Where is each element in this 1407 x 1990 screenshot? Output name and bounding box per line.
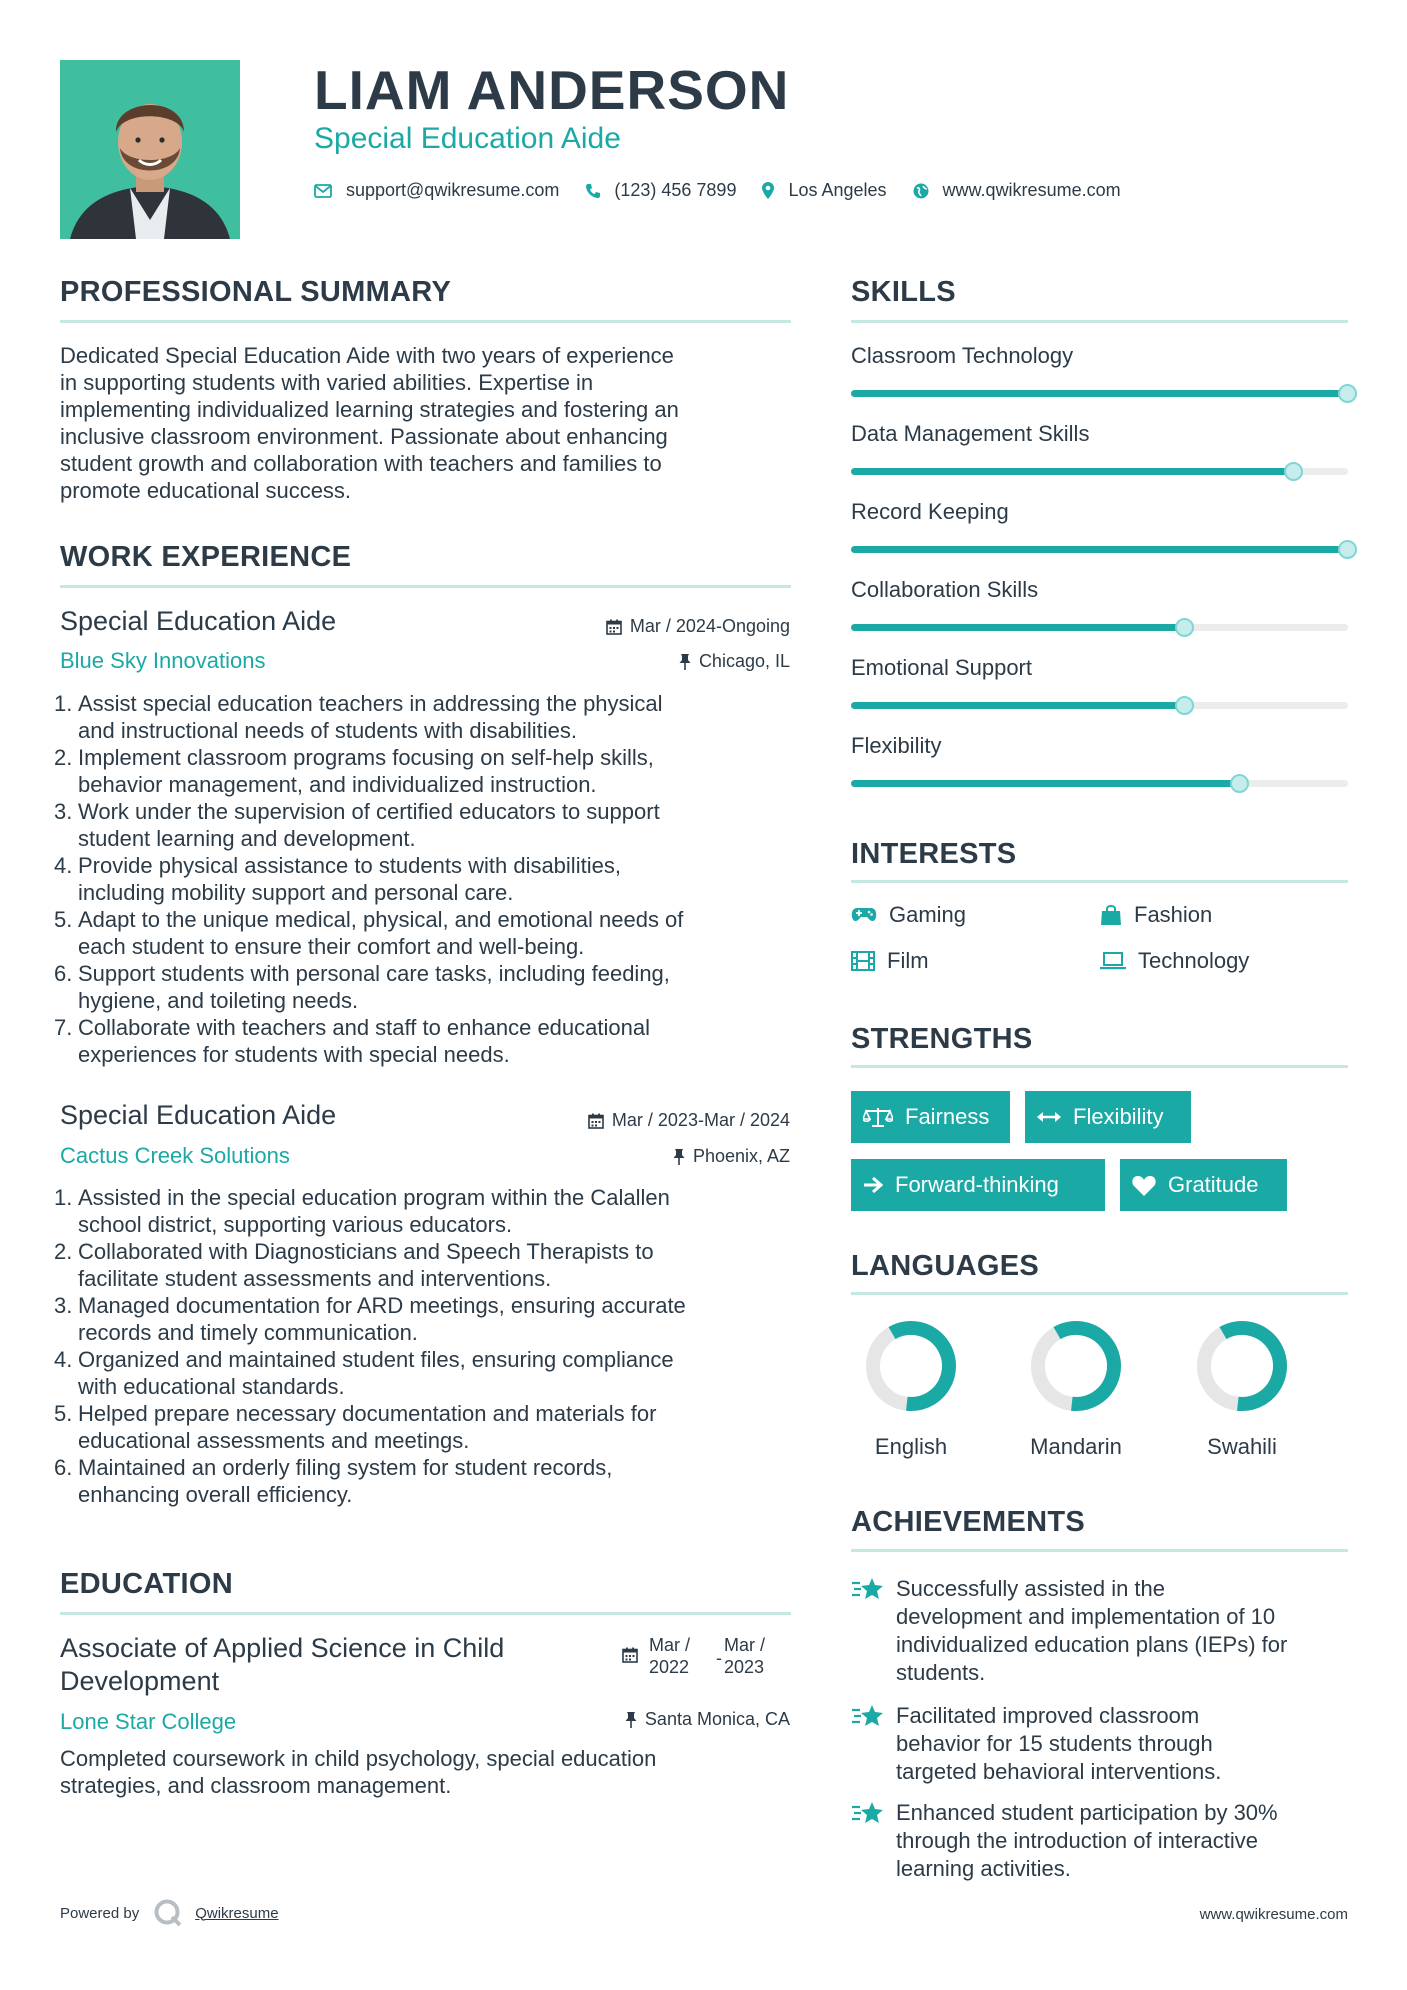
list-item-number: 3. [54,1293,73,1318]
list-item-number: 4. [54,1347,73,1372]
language-label: English [874,1434,948,1459]
interest-item [851,948,929,974]
language-item [1177,1316,1307,1421]
strength-tag [1025,1091,1191,1143]
globe-icon [913,183,929,199]
list-item-line: with educational standards. [78,1374,345,1399]
list-item [54,1238,800,1292]
list-item-line: Assisted in the special education program within the Calallen [78,1185,670,1210]
achievement-line: learning activities. [896,1856,1071,1881]
footer-website[interactable]: www.qwikresume.com [1199,1906,1348,1923]
language-ring [1026,1316,1126,1416]
skills-heading: SKILLS [851,276,956,308]
skill-bar-fill [851,546,1348,553]
balance-scale-icon [863,1106,893,1128]
list-item-number: 7. [54,1015,73,1040]
list-item-line: Assist special education teachers in addressing the physical [78,691,663,716]
list-item-line: experiences for students with special needs. [78,1042,510,1067]
degree-title-line: Development [60,1666,220,1696]
list-item-line: Organized and maintained student files, ensuring compliance [78,1347,674,1372]
languages-heading: LANGUAGES [851,1250,1039,1282]
achievement-text [896,1799,1351,1883]
list-item [54,1184,800,1238]
achievement-line: students. [896,1660,986,1685]
arrow-right-icon [863,1176,883,1194]
list-item-line: each student to ensure their comfort and well-being. [78,934,585,959]
skill-bar-fill [851,390,1348,397]
summary-line: student growth and collaboration with teachers and families to [60,451,662,476]
job-location [679,651,790,672]
achievements-divider [851,1549,1348,1552]
contact-bar [314,180,1147,201]
phone-icon [585,183,600,199]
list-item-number: 2. [54,745,73,770]
list-item-line: Collaborate with teachers and staff to enhance educational [78,1015,650,1040]
qwikresume-link[interactable]: Qwikresume [195,1904,279,1922]
language-label: Mandarin [1030,1434,1122,1459]
skill-bar-knob [1175,618,1194,637]
achievement-line: Enhanced student participation by 30% [896,1800,1278,1825]
education-date-dash: - [716,1648,722,1668]
skills-divider [851,320,1348,323]
education-location-text: Santa Monica, CA [644,1709,790,1729]
list-item [54,1346,800,1400]
interest-label: Technology [1138,948,1250,973]
skill-bar [851,780,1348,787]
list-item-line: Collaborated with Diagnosticians and Speech Therapists to [78,1239,654,1264]
list-item-number: 2. [54,1239,73,1264]
list-item-line: school district, supporting various educators. [78,1212,513,1237]
achievement-line: targeted behavioral interventions. [896,1759,1222,1784]
list-item-line: records and timely communication. [78,1320,418,1345]
pushpin-icon [673,1149,685,1165]
film-icon [851,951,875,971]
job-duties-list [54,690,800,1068]
skill-bar [851,546,1348,553]
powered-by-text: Powered by [60,1904,140,1922]
list-item-line: hygiene, and toileting needs. [78,988,359,1013]
language-item [846,1316,976,1421]
education-end-month: Mar / [724,1635,766,1655]
star-speed-icon [851,1702,885,1730]
education-description-line: strategies, and classroom management. [60,1773,452,1798]
contact-phone-text: (123) 456 7899 [614,180,737,200]
arrows-horizontal-icon [1037,1110,1061,1124]
language-ring [861,1316,961,1416]
skill-name: Flexibility [851,733,942,758]
language-ring [1192,1316,1292,1416]
summary-heading: PROFESSIONAL SUMMARY [60,276,452,308]
job-title: Special Education Aide [60,1100,337,1130]
pushpin-icon [625,1712,637,1728]
contact-email-text: support@qwikresume.com [346,180,560,200]
skill-bar [851,390,1348,397]
list-item-line: Support students with personal care tasks, including feeding, [78,961,670,986]
summary-line: promote educational success. [60,478,352,503]
interest-item [1100,902,1212,928]
achievement-line: development and implementation of 10 [896,1604,1276,1629]
list-item-number: 3. [54,799,73,824]
list-item-line: student learning and development. [78,826,416,851]
education-school: Lone Star College [60,1709,237,1734]
list-item [54,744,800,798]
skill-bar [851,702,1348,709]
list-item [54,1400,800,1454]
list-item-line: enhancing overall efficiency. [78,1482,353,1507]
list-item [54,1454,800,1508]
skill-bar-knob [1284,462,1303,481]
list-item-line: Maintained an orderly filing system for student records, [78,1455,613,1480]
list-item-line: including mobility support and personal care. [78,880,514,905]
achievement-line: Facilitated improved classroom [896,1703,1200,1728]
list-item [54,960,800,1014]
education-description [60,1745,800,1799]
footer-powered-by [60,1898,279,1928]
list-item [54,1014,800,1068]
profile-photo [60,60,240,239]
job-location [673,1146,790,1167]
profile-photo-illustration [60,60,240,239]
summary-line: inclusive classroom environment. Passionate about enhancing [60,424,668,449]
gamepad-icon [851,906,877,924]
contact-website-text: www.qwikresume.com [942,180,1121,200]
list-item-number: 1. [54,1185,73,1210]
degree-title [60,1632,504,1698]
list-item-line: educational assessments and meetings. [78,1428,470,1453]
pushpin-icon [679,654,691,670]
list-item-line: facilitate student assessments and interventions. [78,1266,552,1291]
list-item [54,798,800,852]
language-label: Swahili [1207,1434,1277,1459]
list-item-number: 6. [54,961,73,986]
contact-email[interactable] [314,180,559,201]
job-date [606,616,790,637]
achievement-text [896,1575,1351,1687]
skill-name: Data Management Skills [851,421,1090,446]
education-end-year: 2023 [724,1657,765,1677]
strength-tag [1120,1159,1287,1211]
list-item-line: Provide physical assistance to students with disabilities, [78,853,621,878]
list-item-number: 5. [54,907,73,932]
achievement-line: through the introduction of interactive [896,1828,1259,1853]
interest-label: Fashion [1134,902,1213,927]
skill-bar-knob [1338,384,1357,403]
skill-bar [851,468,1348,475]
skill-bar-knob [1230,774,1249,793]
qwikresume-logo-icon [153,1898,183,1928]
skill-name: Record Keeping [851,499,1009,524]
list-item-line: and instructional needs of students with disabilities. [78,718,577,743]
calendar-icon [606,619,622,635]
job-duties-list [54,1184,800,1508]
achievements-heading: ACHIEVEMENTS [851,1506,1086,1538]
laptop-icon [1100,952,1126,970]
list-item [54,690,800,744]
strengths-divider [851,1065,1348,1068]
education-start-date [649,1634,690,1678]
summary-divider [60,320,791,323]
contact-location-text: Los Angeles [788,180,887,200]
calendar-icon [588,1113,604,1129]
skill-bar [851,624,1348,631]
education-calendar [622,1647,638,1668]
map-marker-icon [762,182,774,199]
skill-bar-fill [851,624,1184,631]
list-item [54,906,800,960]
candidate-name: LIAM ANDERSON [314,59,790,121]
achievement-line: individualized education plans (IEPs) for [896,1632,1288,1657]
skill-bar-fill [851,702,1184,709]
star-speed-icon [851,1799,885,1827]
job-company: Cactus Creek Solutions [60,1143,290,1168]
achievement-line: behavior for 15 students through [896,1731,1213,1756]
education-start-year: 2022 [649,1657,690,1677]
education-start-month: Mar / [649,1635,691,1655]
list-item-number: 5. [54,1401,73,1426]
skill-name: Emotional Support [851,655,1032,680]
experience-divider [60,585,791,588]
skill-bar-knob [1338,540,1357,559]
interest-item [851,902,966,928]
education-end-date [724,1634,765,1678]
interests-heading: INTERESTS [851,838,1017,870]
interest-label: Film [887,948,929,973]
list-item-line: Managed documentation for ARD meetings, ensuring accurate [78,1293,686,1318]
strength-label: Gratitude [1168,1172,1259,1197]
contact-phone[interactable] [585,180,736,201]
strength-tag [851,1091,1010,1143]
list-item [54,852,800,906]
calendar-icon [622,1647,638,1663]
strength-label: Forward-thinking [895,1172,1059,1197]
list-item-number: 4. [54,853,73,878]
education-divider [60,1612,791,1615]
strength-tag [851,1159,1105,1211]
contact-location [762,180,886,201]
experience-heading: WORK EXPERIENCE [60,541,352,573]
interest-item [1100,948,1249,974]
interest-label: Gaming [889,902,967,927]
list-item-number: 1. [54,691,73,716]
list-item-line: Implement classroom programs focusing on self-help skills, [78,745,654,770]
achievement-text [896,1702,1351,1786]
job-location-text: Phoenix, AZ [692,1146,790,1166]
job-date [588,1110,790,1131]
skill-name: Classroom Technology [851,343,1074,368]
list-item-line: Work under the supervision of certified educators to support [78,799,660,824]
summary-line: implementing individualized learning strategies and fostering an [60,397,679,422]
job-title: Special Education Aide [60,606,337,636]
list-item-number: 6. [54,1455,73,1480]
summary-text [60,342,800,504]
skill-bar-fill [851,780,1239,787]
strength-label: Fairness [905,1104,990,1129]
list-item-line: Adapt to the unique medical, physical, and emotional needs of [78,907,684,932]
strengths-heading: STRENGTHS [851,1023,1033,1055]
education-heading: EDUCATION [60,1568,233,1600]
summary-line: Dedicated Special Education Aide with two years of experience [60,343,674,368]
degree-title-line: Associate of Applied Science in Child [60,1633,505,1663]
envelope-icon [314,184,332,198]
shopping-bag-icon [1100,904,1122,926]
education-description-line: Completed coursework in child psychology, special education [60,1746,657,1771]
list-item-line: Helped prepare necessary documentation and materials for [78,1401,657,1426]
languages-divider [851,1292,1348,1295]
heart-icon [1132,1175,1156,1196]
language-item [1011,1316,1141,1421]
job-date-text: Mar / 2024-Ongoing [629,616,790,636]
summary-line: in supporting students with varied abilities. Expertise in [60,370,594,395]
candidate-title: Special Education Aide [314,122,621,155]
job-date-text: Mar / 2023-Mar / 2024 [611,1110,790,1130]
list-item-line: behavior management, and individualized instruction. [78,772,597,797]
contact-website[interactable] [913,180,1121,201]
interests-divider [851,880,1348,883]
achievement-line: Successfully assisted in the [896,1576,1166,1601]
job-location-text: Chicago, IL [698,651,790,671]
star-speed-icon [851,1575,885,1603]
job-company: Blue Sky Innovations [60,648,266,673]
skill-bar-fill [851,468,1293,475]
list-item [54,1292,800,1346]
skill-bar-knob [1175,696,1194,715]
strength-label: Flexibility [1073,1104,1164,1129]
skill-name: Collaboration Skills [851,577,1039,602]
education-location [625,1709,790,1730]
